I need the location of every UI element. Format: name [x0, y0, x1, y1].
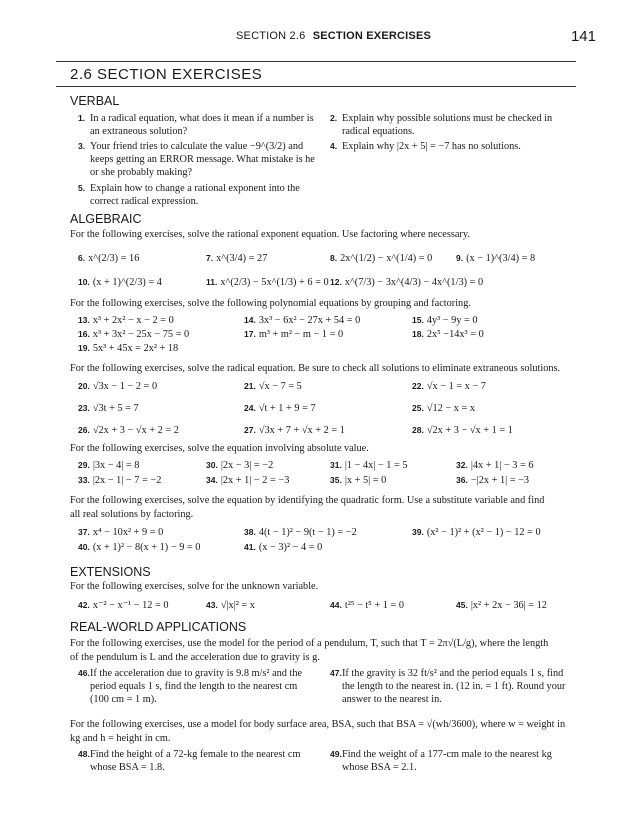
- exercise-45: 45. |x² + 2x − 36| = 12: [456, 600, 547, 611]
- exercise-1: 1. In a radical equation, what does it mean if a number is an extraneous solution?: [78, 113, 314, 137]
- extensions-heading: EXTENSIONS: [70, 565, 151, 579]
- verbal-heading: VERBAL: [70, 94, 120, 108]
- exercise-10: 10. (x + 1)^(2/3) = 4: [78, 277, 162, 288]
- section-heading: 2.6 SECTION EXERCISES: [70, 66, 263, 83]
- exercise-30: 30. |2x − 3| = −2: [206, 460, 274, 471]
- exercise-39: 39. (x² − 1)² + (x² − 1) − 12 = 0: [412, 527, 541, 538]
- header-title: SECTION EXERCISES: [312, 30, 432, 42]
- exercise-43: 43. √|x|² = x: [206, 600, 255, 611]
- exercise-6: 6. x^(2/3) = 16: [78, 253, 140, 264]
- running-header: [236, 30, 431, 42]
- exercise-37: 37. x⁴ − 10x² + 9 = 0: [78, 527, 164, 538]
- instruction-absolute: For the following exercises, solve the equation involving absolute value.: [70, 443, 369, 454]
- exercise-18: 18. 2x⁵ −14x³ = 0: [412, 329, 484, 340]
- exercise-28: 28. √2x + 3 − √x + 1 = 1: [412, 425, 513, 436]
- instruction-bsa-2: kg and h = height in cm.: [70, 733, 171, 744]
- exercise-5: 5. Explain how to change a rational exponent into the correct radical expression.: [78, 183, 300, 207]
- exercise-2: 2. Explain why possible solutions must be checked in radical equations.: [330, 113, 553, 137]
- instruction-bsa-1: For the following exercises, use a model for body surface area, BSA, such that BSA = √(wh/3600), where w = weight in: [70, 719, 566, 730]
- realworld-heading: REAL-WORLD APPLICATIONS: [70, 620, 247, 634]
- exercise-11: 11. x^(2/3) − 5x^(1/3) + 6 = 0: [206, 277, 329, 288]
- instruction-quadratic-form-2: all real solutions by factoring.: [70, 509, 194, 520]
- exercise-29: 29. |3x − 4| = 8: [78, 460, 140, 471]
- exercise-22: 22. √x − 1 = x − 7: [412, 381, 486, 392]
- page-number: 141: [570, 28, 596, 45]
- exercise-15: 15. 4y³ − 9y = 0: [412, 315, 478, 326]
- exercise-31: 31. |1 − 4x| − 1 = 5: [330, 460, 408, 471]
- exercise-36: 36. −|2x + 1| = −3: [456, 475, 530, 486]
- exercise-23: 23. √3t + 5 = 7: [78, 403, 139, 414]
- exercise-42: 42. x⁻² − x⁻¹ − 12 = 0: [78, 600, 169, 611]
- exercise-49: 49. Find the weight of a 177-cm male to the nearest kg whose BSA = 2.1.: [330, 749, 552, 773]
- exercise-26: 26. √2x + 3 − √x + 2 = 2: [78, 425, 179, 436]
- exercise-21: 21. √x − 7 = 5: [244, 381, 302, 392]
- exercise-33: 33. |2x − 1| − 7 = −2: [78, 475, 162, 486]
- exercise-9: 9. (x − 1)^(3/4) = 8: [456, 253, 536, 264]
- exercise-46: 46. If the acceleration due to gravity is 9.8 m/s² and the period equals 1 s, find the length to the nearest cm (100 cm = 1 m).: [78, 668, 303, 705]
- exercise-3: 3. Your friend tries to calculate the value −9^(3/2) and keeps getting an ERROR message. What mistake is he or she probably making?: [78, 141, 315, 178]
- exercise-7: 7. x^(3/4) = 27: [206, 253, 268, 264]
- exercise-19: 19. 5x³ + 45x = 2x² + 18: [78, 343, 179, 354]
- exercise-27: 27. √3x + 7 + √x + 2 = 1: [244, 425, 345, 436]
- exercise-48: 48. Find the height of a 72-kg female to the nearest cm whose BSA = 1.8.: [78, 749, 301, 773]
- instruction-pendulum-1: For the following exercises, use the model for the period of a pendulum, T, such that T = 2π√(L/g), where the length: [70, 638, 549, 649]
- exercise-8: 8. 2x^(1/2) − x^(1/4) = 0: [330, 253, 433, 264]
- exercise-44: 44. t²⁵ − t⁵ + 1 = 0: [330, 600, 404, 611]
- instruction-rational: For the following exercises, solve the rational exponent equation. Use factoring where necessary.: [70, 229, 470, 240]
- exercise-24: 24. √t + 1 + 9 = 7: [244, 403, 316, 414]
- instruction-polynomial: For the following exercises, solve the following polynomial equations by grouping and factoring.: [70, 298, 471, 309]
- algebraic-heading: ALGEBRAIC: [70, 212, 142, 226]
- exercise-4: 4. Explain why |2x + 5| = −7 has no solutions.: [330, 141, 521, 152]
- exercise-34: 34. |2x + 1| − 2 = −3: [206, 475, 290, 486]
- instruction-pendulum-2: of the pendulum is L and the acceleration due to gravity is g.: [70, 652, 320, 663]
- exercise-47: 47. If the gravity is 32 ft/s² and the period equals 1 s, find the length to the nearest in. (12 in. = 1 ft). Round your answer to the nearest in.: [330, 668, 566, 705]
- top-rule: [56, 61, 576, 62]
- exercise-41: 41. (x − 3)² − 4 = 0: [244, 542, 323, 553]
- exercise-38: 38. 4(t − 1)² − 9(t − 1) = −2: [244, 527, 357, 538]
- exercise-16: 16. x³ + 3x² − 25x − 75 = 0: [78, 329, 190, 340]
- exercise-32: 32. |4x + 1| − 3 = 6: [456, 460, 534, 471]
- heading-rule: [56, 86, 576, 87]
- header-section: SECTION 2.6: [236, 30, 306, 42]
- instruction-quadratic-form-1: For the following exercises, solve the equation by identifying the quadratic form. Use a substitute variable and find: [70, 495, 545, 506]
- exercise-12: 12. x^(7/3) − 3x^(4/3) − 4x^(1/3) = 0: [330, 277, 484, 288]
- exercise-40: 40. (x + 1)² − 8(x + 1) − 9 = 0: [78, 542, 201, 553]
- exercise-14: 14. 3x³ − 6x² − 27x + 54 = 0: [244, 315, 361, 326]
- exercise-13: 13. x³ + 2x² − x − 2 = 0: [78, 315, 174, 326]
- instruction-radical: For the following exercises, solve the radical equation. Be sure to check all solutions to eliminate extraneous solutions.: [70, 363, 561, 374]
- exercise-17: 17. m³ + m² − m − 1 = 0: [244, 329, 344, 340]
- exercise-25: 25. √12 − x = x: [412, 403, 475, 414]
- instruction-extensions: For the following exercises, solve for the unknown variable.: [70, 581, 319, 592]
- exercise-35: 35. |x + 5| = 0: [330, 475, 387, 486]
- exercise-20: 20. √3x − 1 − 2 = 0: [78, 381, 158, 392]
